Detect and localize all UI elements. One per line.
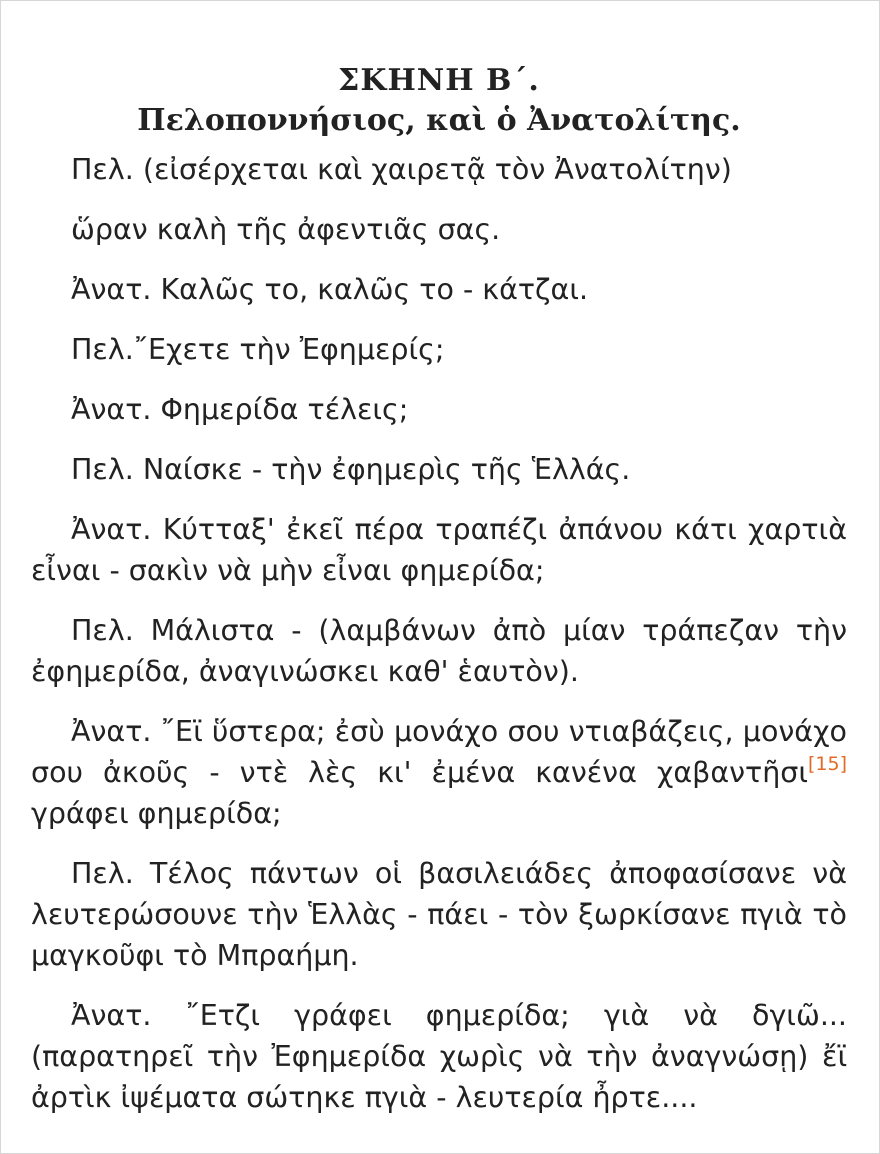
scene-subtitle: Πελοποννήσιος, καὶ ὁ Ἀνατολίτης.	[137, 103, 741, 138]
paragraph-2: ὥραν καλὴ τῆς ἀφεντιᾶς σας.	[71, 213, 501, 246]
paragraph-1: Πελ. (εἰσέρχεται καὶ χαιρετᾷ τὸν Ἀνατολίτην)	[71, 153, 732, 186]
paragraph-4: Πελ.῎Εχετε τὴν Ἐφημερίς;	[71, 333, 445, 366]
paragraph-7: Ἀνατ. Κύτταξ' ἐκεῖ πέρα τραπέζι ἀπάνου κάτι χαρτιὰ εἶναι - σακὶν νὰ μὴν εἶναι φημερίδα;	[31, 513, 847, 587]
paragraph-5: Ἀνατ. Φημερίδα τέλεις;	[71, 393, 409, 426]
paragraph-9	[31, 711, 847, 834]
scene-heading: ΣΚΗΝΗ Β΄.	[338, 63, 540, 98]
paragraph-10: Πελ. Τέλος πάντων οἱ βασιλειάδες ἀποφασίσανε νὰ λευτερώσουνε τὴν Ἑλλὰς - πάει - τὸν ξωρκίσανε πγιὰ τὸ μαγκοῦφι τὸ Μπραήμη.	[31, 857, 847, 972]
paragraph-3: Ἀνατ. Καλῶς το, καλῶς το - κάτζαι.	[71, 273, 589, 306]
paragraph-9-text: Ἀνατ. ῎Εϊ ὕστερα; ἐσὺ μονάχο σου ντιαβάζεις, μονάχο σου ἀκοῦς - ντὲ λὲς κι' ἐμένα κανένα χαβαντῆσι	[31, 715, 847, 789]
footnote-link[interactable]: [15]	[807, 753, 847, 775]
paragraph-8: Πελ. Μάλιστα - (λαμβάνων ἀπὸ μίαν τράπεζαν τὴν ἐφημερίδα, ἀναγινώσκει καθ' ἑαυτὸν).	[31, 614, 847, 688]
paragraph-6: Πελ. Ναίσκε - τὴν ἐφημερὶς τῆς Ἑλλάς.	[71, 453, 631, 486]
paragraph-11: Ἀνατ. ῎Ετζι γράφει φημερίδα; γιὰ νὰ δγιῶ... (παρατηρεῖ τὴν Ἐφημερίδα χωρὶς νὰ τὴν ἀναγνώσῃ) ἔϊ ἀρτὶκ ἰψέματα σώτηκε πγιὰ - λευτερία ἦρτε....	[31, 999, 847, 1114]
paragraph-9-text-end: γράφει φημερίδα;	[31, 797, 282, 830]
